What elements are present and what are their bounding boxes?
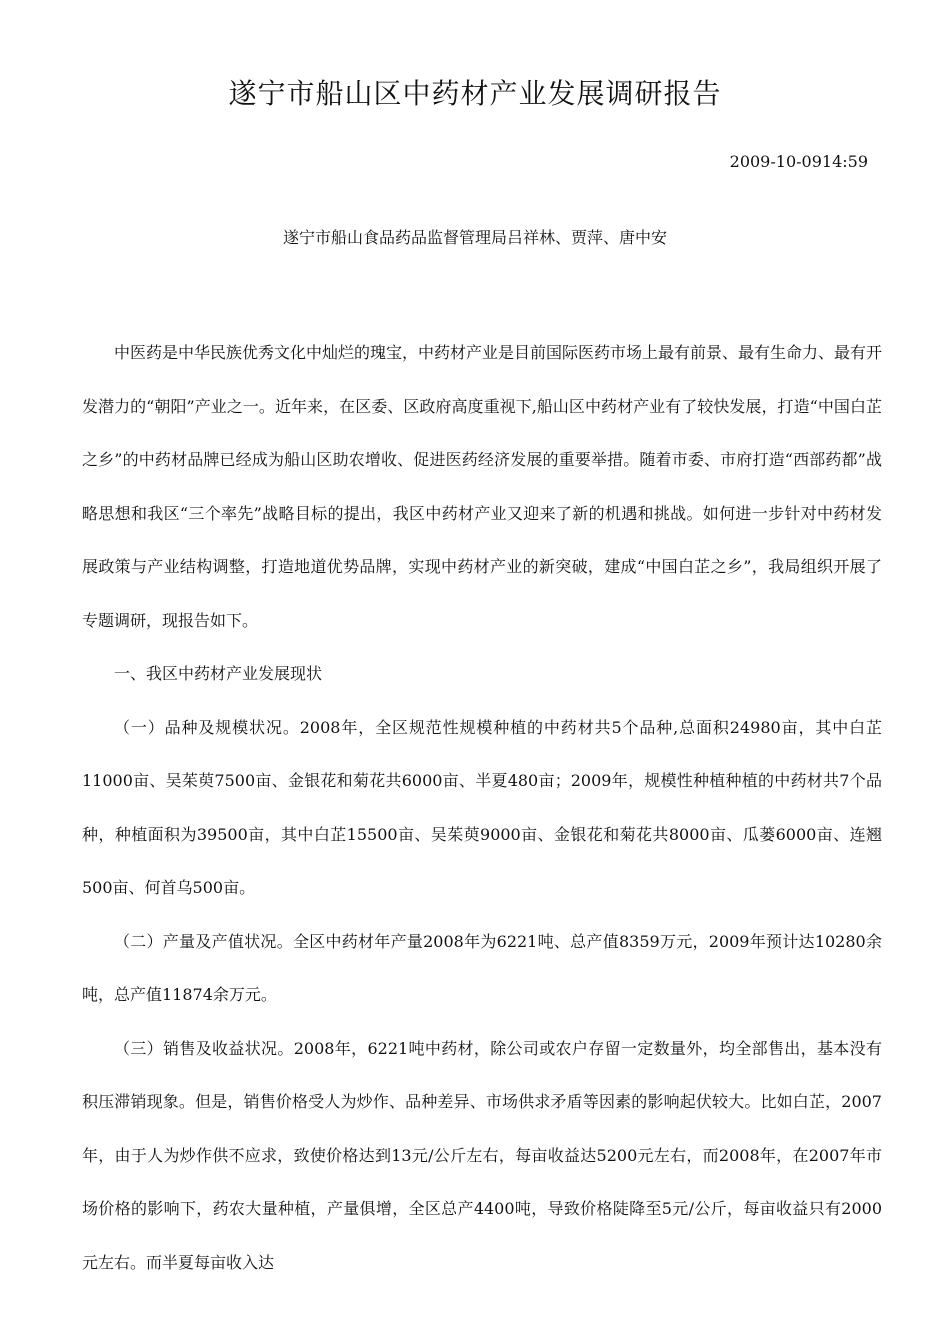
document-body [82, 326, 882, 1289]
document-title: 遂宁市船山区中药材产业发展调研报告 [228, 77, 722, 110]
section-heading: 一、我区中药材产业发展现状 [114, 664, 323, 683]
intro-paragraph: 中医药是中华民族优秀文化中灿烂的瑰宝，中药材产业是目前国际医药市场上最有前景、最有生命力、最有开发潜力的“朝阳”产业之一。近年来，在区委、区政府高度重视下,船山区中药材产业有了较快发展，打造“中国白芷之乡”的中药材品牌已经成为船山区助农增收、促进医药经济发展的重要举措。随着市委、市府打造“西部药都”战略思想和我区“三个率先”战略目标的提出，我区中药材产业又迎来了新的机遇和挑战。如何进一步针对中药材发展政策与产业结构调整，打造地道优势品牌，实现中药材产业的新突破，建成“中国白芷之乡”，我局组织开展了专题调研，现报告如下。 [82, 343, 883, 630]
output-value-paragraph: （二）产量及产值状况。全区中药材年产量2008年为6221吨、总产值8359万元，2009年预计达10280余吨，总产值11874余万元。 [82, 931, 882, 1004]
sales-income-paragraph: （三）销售及收益状况。2008年，6221吨中药材，除公司或农户存留一定数量外，均全部售出，基本没有积压滞销现象。但是，销售价格受人为炒作、品种差异、市场供求矛盾等因素的影响起伏较大。比如白芷，2007年，由于人为炒作供不应求，致使价格达到13元/公斤左右，每亩收益达5200元左右，而2008年，在2007年市场价格的影响下，药农大量种植，产量俱增，全区总产4400吨，导致价格陡降至5元/公斤，每亩收益只有2000元左右。而半夏每亩收入达 [82, 1038, 882, 1272]
author-line: 遂宁市船山食品药品监督管理局吕祥林、贾萍、唐中安 [282, 228, 667, 247]
publish-date: 2009-10-0914:59 [729, 152, 868, 171]
variety-scale-paragraph: （一）品种及规模状况。2008年，全区规范性规模种植的中药材共5个品种,总面积24980亩，其中白芷11000亩、吴茱萸7500亩、金银花和菊花共6000亩、半夏480亩；2009年，规模性种植种植的中药材共7个品种，种植面积为39500亩，其中白芷15500亩、吴茱萸9000亩、金银花和菊花共8000亩、瓜蒌6000亩、连翘500亩、何首乌500亩。 [82, 717, 882, 897]
